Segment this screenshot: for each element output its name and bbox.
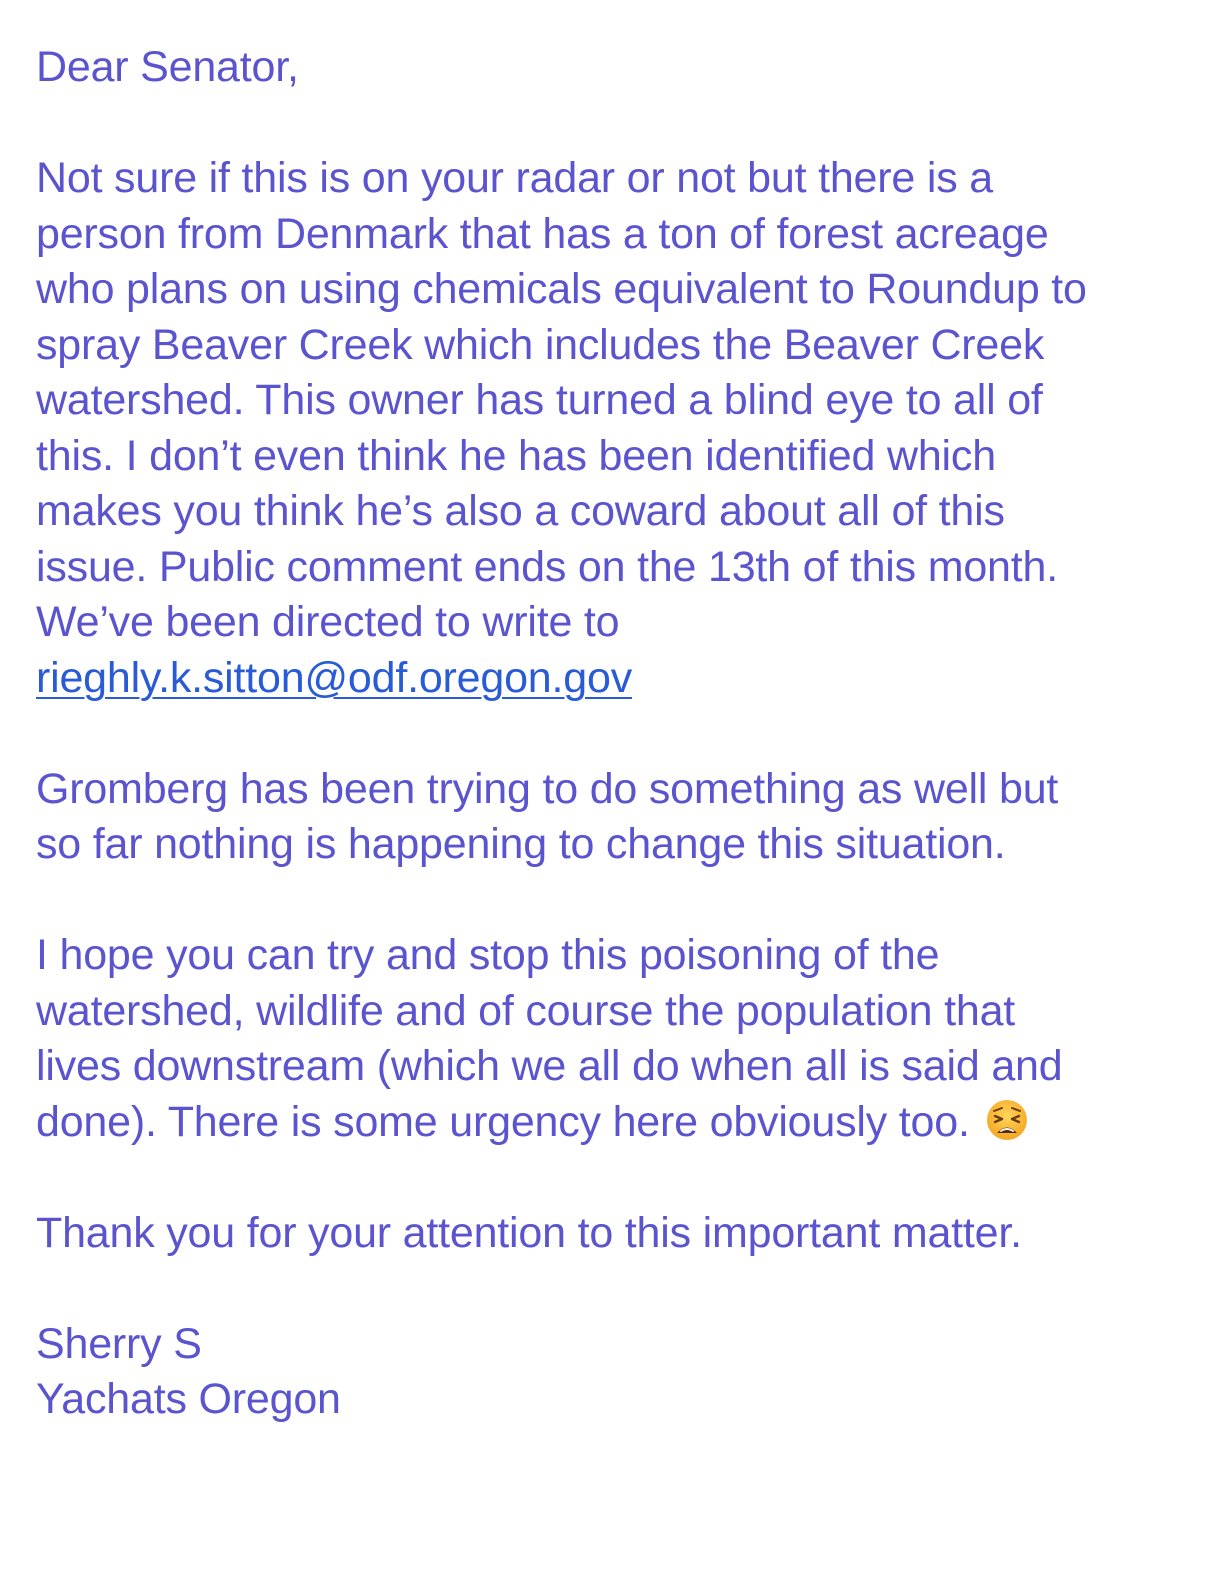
paragraph-line: issue. Public comment ends on the 13th of this month.: [36, 542, 1058, 591]
email-link-line: [36, 651, 1186, 707]
paragraph-line: makes you think he’s also a coward about all of this: [36, 487, 1005, 535]
paragraph-last-line: [36, 1095, 1186, 1151]
paragraph-line: lives downstream (which we all do when all is said and: [36, 1042, 1063, 1090]
spacer: [36, 706, 1186, 762]
paragraph-line: We’ve been directed to write to: [36, 598, 620, 646]
paragraph-line: watershed. This owner has turned a blind eye to all of: [36, 376, 1043, 424]
paragraph-2: [36, 762, 1186, 873]
paragraph-line: this. I don’t even think he has been identified which: [36, 431, 996, 480]
email-body: [36, 40, 1186, 1428]
paragraph-1: [36, 151, 1186, 706]
weary-face-icon: [985, 1098, 1029, 1142]
signature-location: Yachats Oregon: [36, 1375, 341, 1423]
paragraph-line: Not sure if this is on your radar or not but there is a: [36, 154, 993, 202]
greeting: Dear Senator,: [36, 43, 299, 91]
paragraph-line: person from Denmark that has a ton of forest acreage: [36, 209, 1049, 258]
closing: Thank you for your attention to this important matter.: [36, 1208, 1022, 1257]
spacer: [36, 96, 1186, 152]
signature-name: Sherry S: [36, 1319, 202, 1368]
paragraph-line-text: done). There is some urgency here obviously too.: [36, 1097, 970, 1146]
paragraph-line: so far nothing is happening to change this situation.: [36, 820, 1006, 868]
spacer: [36, 873, 1186, 929]
paragraph-line: spray Beaver Creek which includes the Beaver Creek: [36, 320, 1045, 369]
email-link[interactable]: rieghly.k.sitton@odf.oregon.gov: [36, 653, 632, 702]
spacer: [36, 1261, 1186, 1317]
paragraph-line: I hope you can try and stop this poisoning of the: [36, 931, 940, 979]
paragraph-3: [36, 928, 1186, 1150]
signature: [36, 1317, 1186, 1428]
paragraph-line: watershed, wildlife and of course the population that: [36, 986, 1016, 1035]
spacer: [36, 1150, 1186, 1206]
paragraph-line: Gromberg has been trying to do something as well but: [36, 764, 1059, 813]
paragraph-line: who plans on using chemicals equivalent to Roundup to: [36, 265, 1087, 313]
